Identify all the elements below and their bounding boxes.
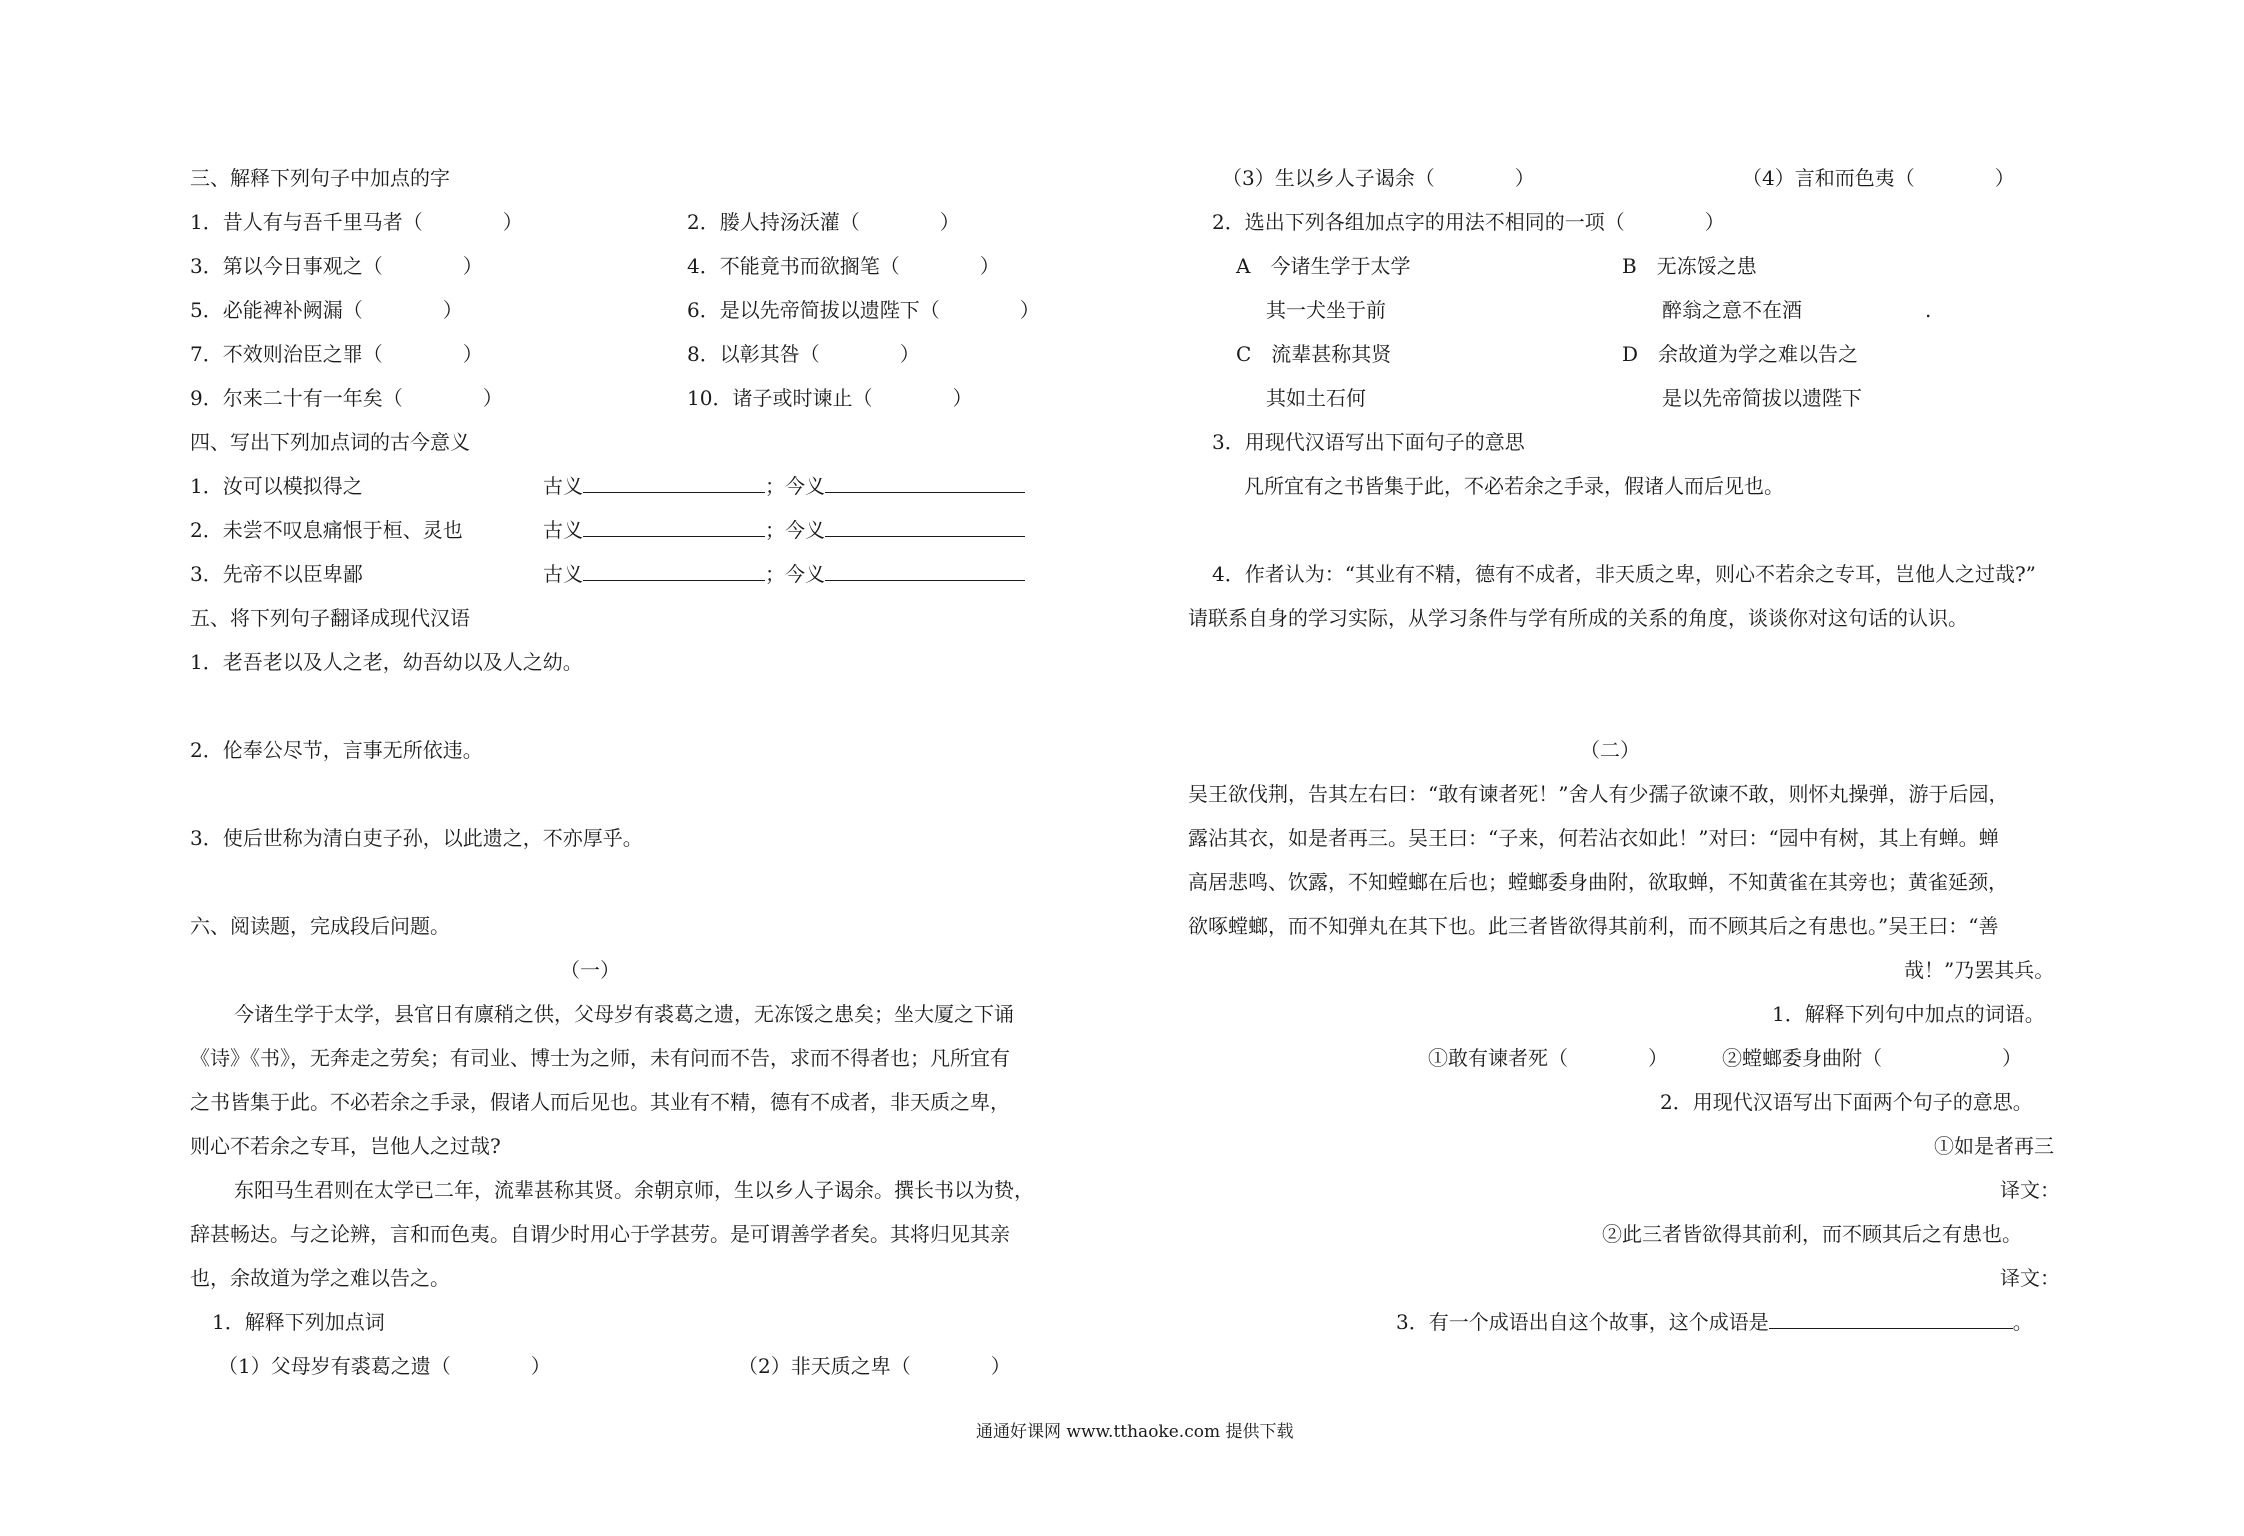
p1-question-1: 1．解释下列加点词 xyxy=(212,1310,385,1334)
gu-blank[interactable] xyxy=(583,474,765,493)
s3-item-7: 7．不效则治臣之罪（ ） xyxy=(190,342,483,366)
translation-label: 译文： xyxy=(2000,1178,2060,1202)
s3-item-3: 3．第以今日事观之（ ） xyxy=(190,254,483,278)
passage-1-line: 今诸生学于太学，县官日有廪稍之供，父母岁有裘葛之遗，无冻馁之患矣；坐大厦之下诵 xyxy=(234,1002,1014,1026)
gu-label: 古义 xyxy=(543,474,583,498)
idiom-blank[interactable] xyxy=(1769,1310,2013,1329)
p2-q3-end: 。 xyxy=(2012,1310,2033,1334)
section-5-title: 五、将下列句子翻译成现代汉语 xyxy=(190,606,470,630)
option-a-line2: 其一犬坐于前 xyxy=(1266,298,1386,322)
passage-2-title: （二） xyxy=(1580,738,1640,762)
s3-item-5: 5．必能裨补阙漏（ ） xyxy=(190,298,463,322)
s3-item-4: 4．不能竟书而欲搁笔（ ） xyxy=(687,254,1000,278)
p2-q3-text: 3．有一个成语出自这个故事，这个成语是 xyxy=(1396,1310,1769,1334)
passage-1-line: 辞甚畅达。与之论辨，言和而色夷。自谓少时用心于学甚劳。是可谓善学者矣。其将归见其亲 xyxy=(190,1222,1010,1246)
s5-item-3: 3．使后世称为清白吏子孙，以此遗之，不亦厚乎。 xyxy=(190,826,643,850)
option-a-line1: A 今诸生学于太学 xyxy=(1236,254,1411,278)
gu-blank[interactable] xyxy=(583,562,765,581)
section-3-title: 三、解释下列句子中加点的字 xyxy=(190,166,450,190)
s3-item-1: 1．昔人有与吾千里马者（ ） xyxy=(190,210,523,234)
p2-question-1: 1．解释下列句中加点的词语。 xyxy=(1772,1002,2045,1026)
option-c-line1: C 流辈甚称其贤 xyxy=(1236,342,1392,366)
p2-q2-a: ①如是者再三 xyxy=(1934,1134,2054,1158)
s4-item-3: 3．先帝不以臣卑鄙 xyxy=(190,562,363,586)
s3-item-2: 2．媵人持汤沃灌（ ） xyxy=(687,210,960,234)
footer-text: 通通好课网 www.tthaoke.com 提供下载 xyxy=(976,1422,1294,1442)
passage-1-line: 《诗》《书》，无奔走之劳矣；有司业、博士为之师，未有问而不告，求而不得者也；凡所宜有 xyxy=(190,1046,1010,1070)
s3-item-8: 8．以彰其咎（ ） xyxy=(687,342,920,366)
passage-1-line: 东阳马生君则在太学已二年，流辈甚称其贤。余朝京师，生以乡人子谒余。撰长书以为贽， xyxy=(234,1178,1034,1202)
p1-q1-a: （1）父母岁有裘葛之遗（ ） xyxy=(218,1354,551,1378)
p1-question-2: 2．选出下列各组加点字的用法不相同的一项（ ） xyxy=(1212,210,1725,234)
passage-2-line: 吴王欲伐荆，告其左右曰：“敢有谏者死！”舍人有少孺子欲谏不敢，则怀丸操弹，游于后园， xyxy=(1188,782,2009,806)
p2-q2-b: ②此三者皆欲得其前利，而不顾其后之有患也。 xyxy=(1602,1222,2022,1246)
stray-dot: . xyxy=(1925,298,1932,322)
option-b-line2: 醉翁之意不在酒 xyxy=(1662,298,1802,322)
gu-blank[interactable] xyxy=(583,518,765,537)
section-4-title: 四、写出下列加点词的古今意义 xyxy=(190,430,470,454)
jin-label: ；今义 xyxy=(765,474,825,498)
option-c-line2: 其如土石何 xyxy=(1266,386,1366,410)
passage-2-line: 露沾其衣，如是者再三。吴王曰：“子来，何若沾衣如此！”对曰：“园中有树，其上有蝉。蝉 xyxy=(1188,826,1999,850)
section-6-title: 六、阅读题，完成段后问题。 xyxy=(190,914,450,938)
p1-q1-b: （2）非天质之卑（ ） xyxy=(738,1354,1011,1378)
option-b-line1: B 无冻馁之患 xyxy=(1622,254,1757,278)
passage-1-line: 之书皆集于此。不必若余之手录，假诸人而后见也。其业有不精，德有不成者，非天质之卑， xyxy=(190,1090,1010,1114)
jin-label: ；今义 xyxy=(765,562,825,586)
p1-question-4-line2: 请联系自身的学习实际，从学习条件与学有所成的关系的角度，谈谈你对这句话的认识。 xyxy=(1188,606,1968,630)
s3-item-6: 6．是以先帝简拔以遗陛下（ ） xyxy=(687,298,1040,322)
passage-2-line: 欲啄螳螂，而不知弹丸在其下也。此三者皆欲得其前利，而不顾其后之有患也。”吴王曰：“善 xyxy=(1188,914,1999,938)
jin-label: ；今义 xyxy=(765,518,825,542)
p1-question-4-line1: 4．作者认为：“其业有不精，德有不成者，非天质之卑，则心不若余之专耳，岂他人之过哉?” xyxy=(1212,562,2036,586)
s4-item-2: 2．未尝不叹息痛恨于桓、灵也 xyxy=(190,518,463,542)
s4-item-1: 1．汝可以模拟得之 xyxy=(190,474,363,498)
p2-q1-b: ②螳螂委身曲附（ ） xyxy=(1722,1046,2022,1070)
s3-item-10: 10．诸子或时谏止（ ） xyxy=(687,386,973,410)
p1-q1-c: （3）生以乡人子谒余（ ） xyxy=(1222,166,1535,190)
option-d-line2: 是以先帝简拔以遗陛下 xyxy=(1662,386,1862,410)
gu-label: 古义 xyxy=(543,562,583,586)
s4-answer-row-3 xyxy=(543,560,1025,588)
passage-1-line: 则心不若余之专耳，岂他人之过哉? xyxy=(190,1134,501,1158)
option-d-line1: D 余故道为学之难以告之 xyxy=(1622,342,1859,366)
s5-item-2: 2．伦奉公尽节，言事无所依违。 xyxy=(190,738,483,762)
s3-item-9: 9．尔来二十有一年矣（ ） xyxy=(190,386,503,410)
p2-question-2: 2．用现代汉语写出下面两个句子的意思。 xyxy=(1660,1090,2033,1114)
p1-q3-text: 凡所宜有之书皆集于此，不必若余之手录，假诸人而后见也。 xyxy=(1244,474,1784,498)
gu-label: 古义 xyxy=(543,518,583,542)
jin-blank[interactable] xyxy=(825,562,1025,581)
s5-item-1: 1．老吾老以及人之老，幼吾幼以及人之幼。 xyxy=(190,650,583,674)
jin-blank[interactable] xyxy=(825,518,1025,537)
passage-1-title: （一） xyxy=(560,958,620,982)
translation-label: 译文： xyxy=(2000,1266,2060,1290)
jin-blank[interactable] xyxy=(825,474,1025,493)
passage-2-line: 高居悲鸣、饮露，不知螳螂在后也；螳螂委身曲附，欲取蝉，不知黄雀在其旁也；黄雀延颈， xyxy=(1188,870,2008,894)
p1-question-3: 3．用现代汉语写出下面句子的意思 xyxy=(1212,430,1525,454)
p2-q1-a: ①敢有谏者死（ ） xyxy=(1428,1046,1668,1070)
p2-question-3 xyxy=(1396,1308,2033,1336)
s4-answer-row-1 xyxy=(543,472,1025,500)
passage-1-line: 也，余故道为学之难以告之。 xyxy=(190,1266,450,1290)
s4-answer-row-2 xyxy=(543,516,1025,544)
p1-q1-d: （4）言和而色夷（ ） xyxy=(1742,166,2015,190)
passage-2-line: 哉！”乃罢其兵。 xyxy=(1904,958,2055,982)
